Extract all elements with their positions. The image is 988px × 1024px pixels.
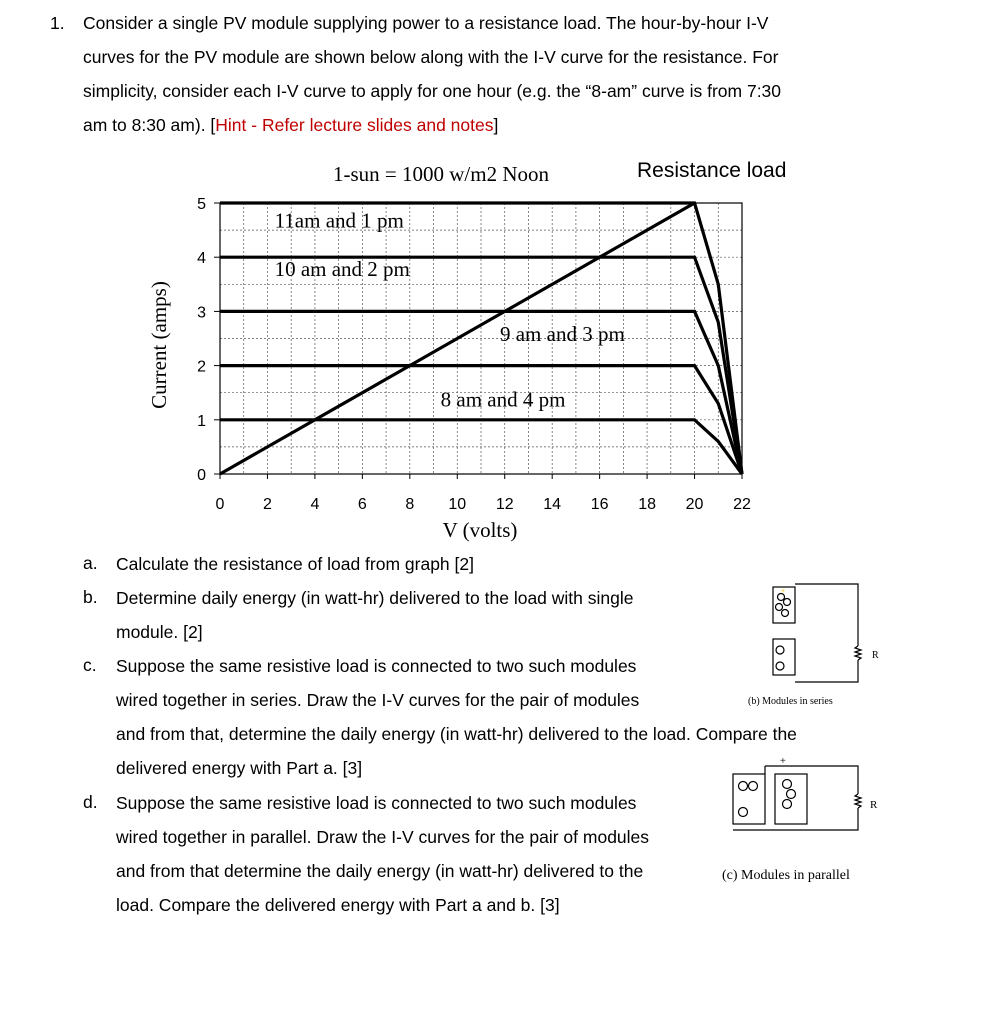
chart-grid	[220, 203, 742, 474]
y-tick-label: 4	[197, 250, 206, 268]
svg-text:+: +	[781, 588, 786, 595]
part-c-line-2: wired together in series. Draw the I-V curves for the pair of modules	[116, 690, 640, 710]
x-tick-label: 20	[685, 496, 704, 513]
part-c-line-3: and from that, determine the daily energy (in watt-hr) delivered to the load. Compare the	[116, 724, 797, 744]
resistance-label: Resistance load	[637, 159, 787, 182]
resistor-icon	[855, 794, 861, 808]
curve-label-1: 11am and 1 pm	[274, 208, 404, 233]
x-tick-label: 12	[495, 496, 514, 513]
part-b-line-2: module. [2]	[116, 622, 203, 642]
y-tick-label: 5	[197, 196, 206, 213]
series-circuit-diagram	[740, 576, 880, 706]
y-axis-label: Current (amps)	[147, 281, 171, 409]
part-b-letter: b.	[83, 587, 98, 607]
part-c-line-1: Suppose the same resistive load is connected to two such modules	[116, 656, 637, 676]
y-tick-label: 0	[197, 467, 206, 484]
curve-label-3: 9 am and 3 pm	[499, 322, 625, 347]
x-tick-label: 8	[405, 496, 415, 513]
parallel-plus-sign: +	[780, 756, 786, 767]
hint-text: Hint - Refer lecture slides and notes	[215, 115, 494, 135]
series-resistor-label: R	[872, 650, 879, 661]
chart-title: 1-sun = 1000 w/m2 Noon	[333, 162, 550, 186]
question-line-4: am to 8:30 am). [Hint - Refer lecture slides and notes]	[83, 115, 499, 135]
part-d-line-2: wired together in parallel. Draw the I-V curves for the pair of modules	[116, 827, 650, 847]
part-d-text	[116, 786, 736, 922]
parallel-caption: (c) Modules in parallel	[722, 868, 850, 883]
x-tick-label: 2	[263, 496, 272, 513]
question-number: 1.	[50, 13, 65, 33]
series-caption: (b) Modules in series	[748, 696, 833, 706]
x-tick-label: 4	[310, 496, 320, 513]
x-tick-label: 14	[543, 496, 562, 513]
part-a-line-1: Calculate the resistance of load from graph [2]	[116, 554, 474, 574]
question-line-2: curves for the PV module are shown below along with the I-V curve for the resistance. For	[83, 47, 779, 67]
y-tick-label: 1	[197, 412, 206, 430]
pv-module-left	[733, 774, 765, 824]
part-a-letter: a.	[83, 553, 98, 573]
part-d-line-1: Suppose the same resistive load is connected to two such modules	[116, 793, 637, 813]
x-tick-label: 0	[215, 496, 225, 513]
curve-label-5: 8 am and 4 pm	[440, 387, 566, 412]
curve-label-2: 10 am and 2 pm	[274, 257, 410, 282]
x-tick-label: 16	[590, 496, 609, 513]
y-tick-label: 2	[197, 358, 206, 376]
part-d-letter: d.	[83, 792, 98, 812]
resistor-icon	[855, 646, 861, 660]
part-b-text	[116, 581, 756, 649]
x-tick-label: 10	[448, 496, 467, 513]
part-b-line-1: Determine daily energy (in watt-hr) delivered to the load with single	[116, 588, 634, 608]
question-line-3: simplicity, consider each I-V curve to apply for one hour (e.g. the “8-am” curve is from 7:30	[83, 81, 782, 101]
part-a-text	[116, 547, 756, 581]
parallel-resistor-label: R	[870, 799, 878, 811]
y-tick-label: 3	[197, 304, 206, 322]
part-c-letter: c.	[83, 655, 97, 675]
part-d-line-3: and from that determine the daily energy (in watt-hr) delivered to the	[116, 861, 644, 881]
part-c-line-4: delivered energy with Part a. [3]	[116, 758, 363, 778]
question-line-1: Consider a single PV module supplying power to a resistance load. The hour-by-hour I-V	[83, 13, 769, 33]
x-axis-label: V (volts)	[442, 518, 518, 542]
x-tick-label: 22	[733, 496, 751, 513]
part-d-line-4: load. Compare the delivered energy with Part a and b. [3]	[116, 895, 560, 915]
parallel-circuit-diagram	[718, 756, 888, 886]
x-tick-label: 6	[357, 496, 367, 513]
chart-ticks	[197, 196, 751, 513]
pv-module-bottom	[773, 639, 795, 675]
x-tick-label: 18	[638, 496, 656, 513]
